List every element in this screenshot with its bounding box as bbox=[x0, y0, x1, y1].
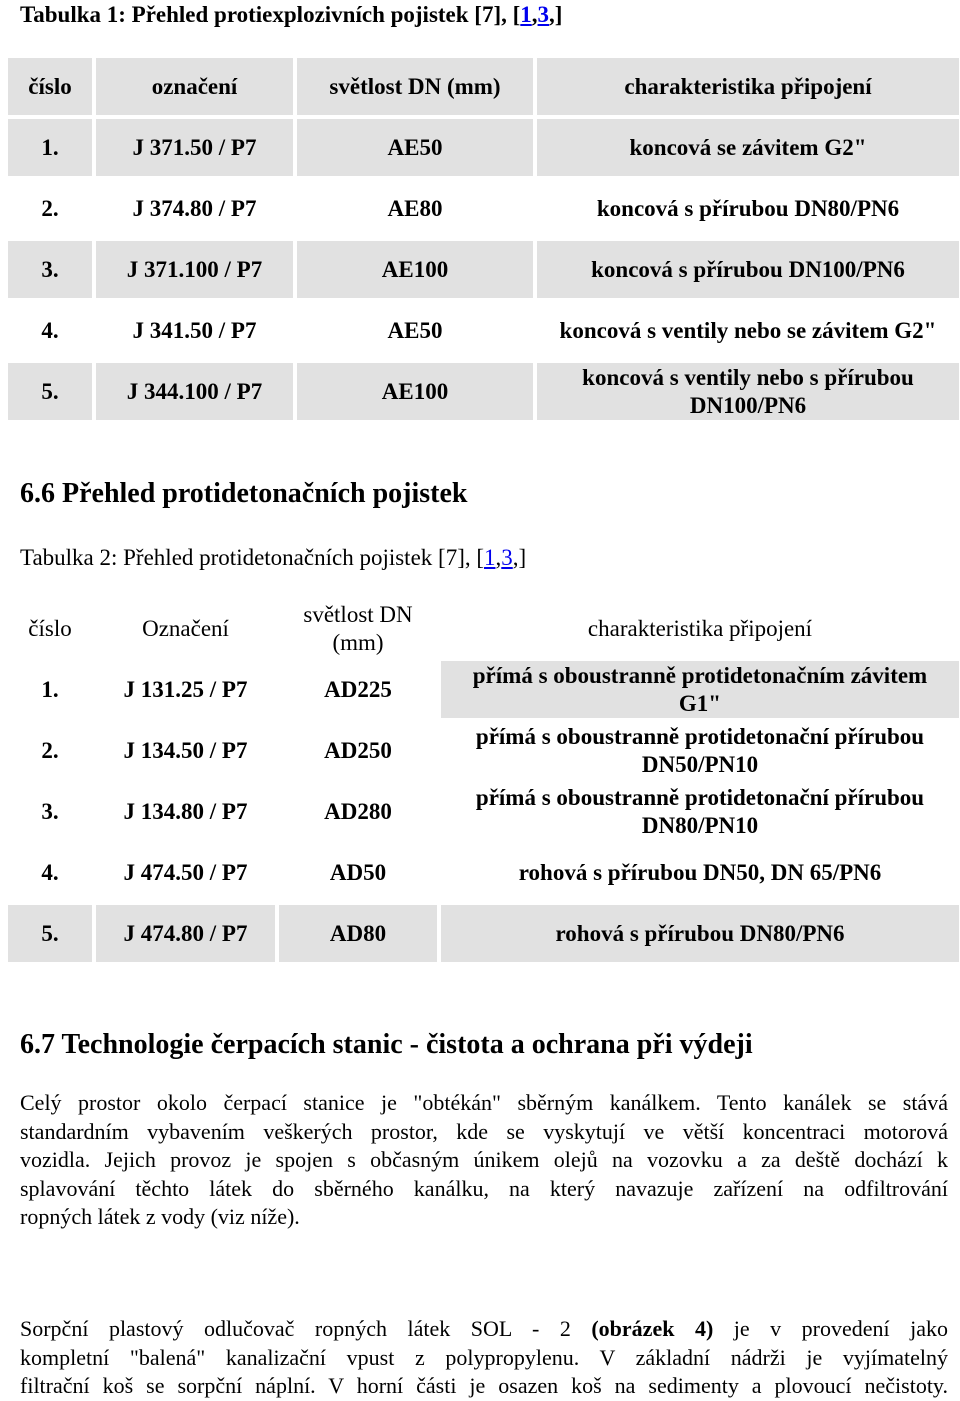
table1-cell: koncová se závitem G2" bbox=[537, 119, 959, 176]
table1-caption: Tabulka 1: Přehled protiexplozivních pojistek [7], [1,3,] bbox=[20, 2, 563, 27]
table1-cell: 2. bbox=[8, 180, 92, 237]
table1-cell: 4. bbox=[8, 302, 92, 359]
table2-cell: 5. bbox=[8, 905, 92, 962]
table2-cell: přímá s oboustranně protidetonační přírubou DN50/PN10 bbox=[441, 722, 959, 779]
table1-cell: AE50 bbox=[297, 119, 533, 176]
paragraph bbox=[20, 1089, 948, 1232]
table2-cell: 1. bbox=[8, 661, 92, 718]
table1-cell: J 371.50 / P7 bbox=[96, 119, 293, 176]
table2-cell: AD225 bbox=[279, 661, 437, 718]
table1-cell: 3. bbox=[8, 241, 92, 298]
table1-cell: AE80 bbox=[297, 180, 533, 237]
ref-link-3[interactable]: 3 bbox=[501, 545, 513, 570]
table2-cell: přímá s oboustranně protidetonačním závitem G1" bbox=[441, 661, 959, 718]
paragraph-line: ropných látek z vody (viz níže). bbox=[20, 1204, 300, 1229]
table1-cell: J 344.100 / P7 bbox=[96, 363, 293, 420]
table1-cell: AE100 bbox=[297, 363, 533, 420]
paragraph-line: Celý prostor okolo čerpací stanice je "obtékán" sběrným kanálkem. Tento kanálek se stává bbox=[20, 1090, 948, 1115]
table1-header-cell: označení bbox=[96, 58, 293, 115]
ref-link-1[interactable]: 1 bbox=[484, 545, 496, 570]
table2-cell: 3. bbox=[8, 783, 92, 840]
table1-cell: koncová s ventily nebo s přírubou DN100/PN6 bbox=[537, 363, 959, 420]
table2-cell: J 134.80 / P7 bbox=[96, 783, 275, 840]
section-6-7-heading: 6.7 Technologie čerpacích stanic - čistota a ochrana při výdeji bbox=[20, 1029, 753, 1060]
table2-cell: AD250 bbox=[279, 722, 437, 779]
paragraph-line: kompletní "balená" kanalizační vpust z polypropylenu. V základní nádrži je vyjímatelný bbox=[20, 1344, 948, 1370]
table2-cell: J 474.50 / P7 bbox=[96, 844, 275, 901]
table2-cell: 4. bbox=[8, 844, 92, 901]
table2-header-cell: světlost DN (mm) bbox=[279, 600, 437, 657]
table2-header-cell: Označení bbox=[96, 600, 275, 657]
paragraph bbox=[20, 1315, 948, 1401]
table1-cell: koncová s přírubou DN80/PN6 bbox=[537, 180, 959, 237]
table2-header-cell: číslo bbox=[8, 600, 92, 657]
paragraph-line: standardním vybavením veškerých prostor, kde se vyskytují ve větší koncentraci motorová bbox=[20, 1118, 948, 1144]
table2-cell: AD80 bbox=[279, 905, 437, 962]
ref-link-3[interactable]: 3 bbox=[537, 2, 550, 27]
paragraph-line: Sorpční plastový odlučovač ropných látek SOL - 2 (obrázek 4) je v provedení jako bbox=[20, 1316, 949, 1341]
table2-cell: J 474.80 / P7 bbox=[96, 905, 275, 962]
table2-cell: rohová s přírubou DN80/PN6 bbox=[441, 905, 959, 962]
section-6-6-heading: 6.6 Přehled protidetonačních pojistek bbox=[20, 478, 468, 509]
table1-cell: J 371.100 / P7 bbox=[96, 241, 293, 298]
table2-cell: 2. bbox=[8, 722, 92, 779]
table1-cell: koncová s ventily nebo se závitem G2" bbox=[537, 302, 959, 359]
table2-cell: J 134.50 / P7 bbox=[96, 722, 275, 779]
ref-link-1[interactable]: 1 bbox=[520, 2, 532, 27]
table2-caption: Tabulka 2: Přehled protidetonačních pojistek [7], [1,3,] bbox=[20, 545, 527, 570]
paragraph-line: filtrační koš se sorpční náplní. V horní části je osazen koš na sedimenty a plovoucí nečistoty. bbox=[20, 1373, 948, 1398]
figure-reference: (obrázek 4) bbox=[591, 1316, 714, 1341]
table1-cell: AE100 bbox=[297, 241, 533, 298]
table1-cell: J 374.80 / P7 bbox=[96, 180, 293, 237]
table2-cell: přímá s oboustranně protidetonační přírubou DN80/PN10 bbox=[441, 783, 959, 840]
table2-cell: AD280 bbox=[279, 783, 437, 840]
paragraph-line: vozidla. Jejich provoz je spojen s občasným únikem olejů na vozovku a za deště dochází k bbox=[20, 1147, 948, 1172]
table1-cell: 1. bbox=[8, 119, 92, 176]
table2-cell: AD50 bbox=[279, 844, 437, 901]
table2-header-cell: charakteristika připojení bbox=[441, 600, 959, 657]
table2-cell: rohová s přírubou DN50, DN 65/PN6 bbox=[441, 844, 959, 901]
table1-header-cell: světlost DN (mm) bbox=[297, 58, 533, 115]
table1-header-cell: charakteristika připojení bbox=[537, 58, 959, 115]
table1-cell: 5. bbox=[8, 363, 92, 420]
table1-cell: J 341.50 / P7 bbox=[96, 302, 293, 359]
table1-cell: AE50 bbox=[297, 302, 533, 359]
paragraph-line: splavování těchto látek do sběrného kanálku, na který navazuje zařízení na odfiltrování bbox=[20, 1175, 948, 1201]
table1-header-cell: číslo bbox=[8, 58, 92, 115]
table1-cell: koncová s přírubou DN100/PN6 bbox=[537, 241, 959, 298]
table2-cell: J 131.25 / P7 bbox=[96, 661, 275, 718]
